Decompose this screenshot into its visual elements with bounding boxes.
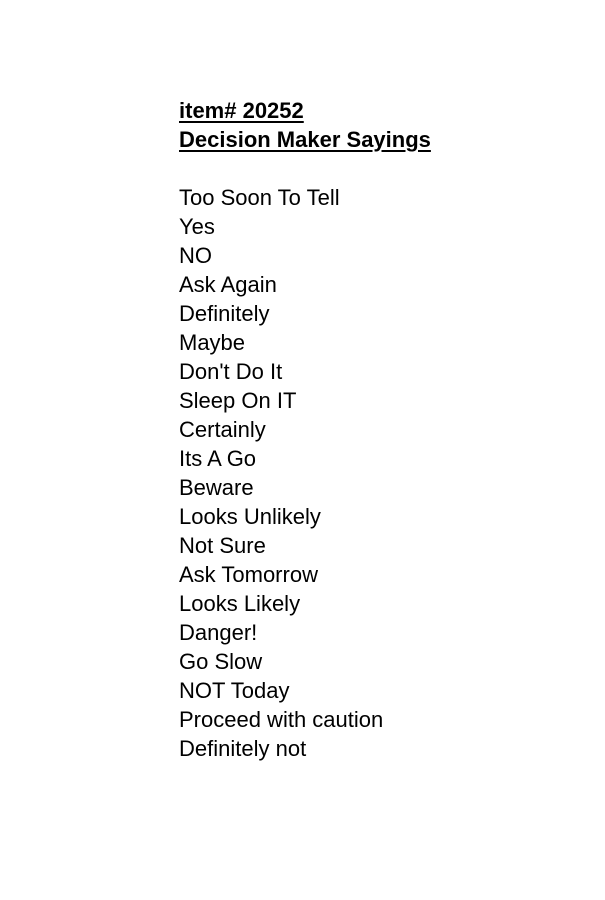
saying-item: NOT Today	[179, 678, 290, 703]
saying-item: Yes	[179, 214, 215, 239]
spacer	[179, 154, 431, 183]
saying-item: Ask Again	[179, 272, 277, 297]
saying-item: Not Sure	[179, 533, 266, 558]
saying-item: Definitely	[179, 301, 270, 326]
saying-item: Ask Tomorrow	[179, 562, 318, 587]
saying-item: Definitely not	[179, 736, 307, 761]
sayings-list	[179, 183, 431, 763]
saying-item: Looks Unlikely	[179, 504, 321, 529]
saying-item: Certainly	[179, 417, 266, 442]
document	[179, 96, 431, 763]
saying-item: Danger!	[179, 620, 258, 645]
saying-item: Maybe	[179, 330, 246, 355]
saying-item: Beware	[179, 475, 254, 500]
saying-item: Too Soon To Tell	[179, 185, 340, 210]
saying-item: NO	[179, 243, 212, 268]
saying-item: Go Slow	[179, 649, 263, 674]
saying-item: Looks Likely	[179, 591, 301, 616]
document-title: Decision Maker Sayings	[179, 127, 431, 152]
saying-item: Proceed with caution	[179, 707, 384, 732]
saying-item: Don't Do It	[179, 359, 283, 384]
saying-item: Its A Go	[179, 446, 257, 471]
saying-item: Sleep On IT	[179, 388, 297, 413]
item-number: item# 20252	[179, 98, 304, 123]
